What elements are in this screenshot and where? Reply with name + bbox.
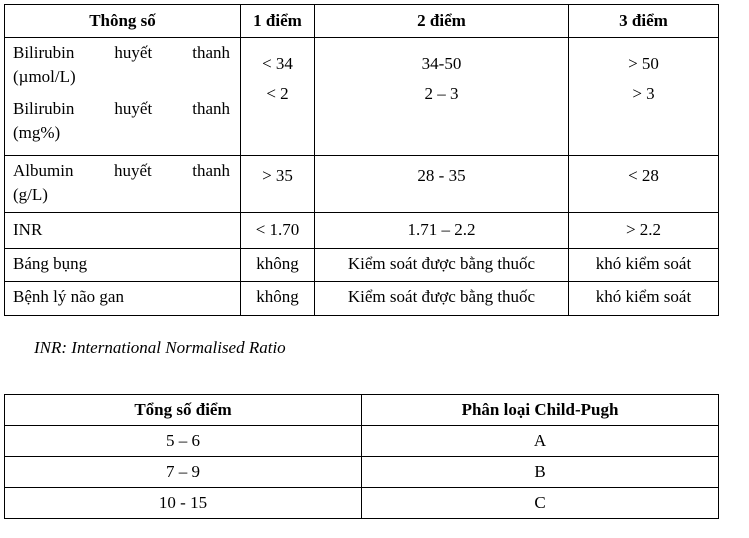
table-row-bilirubin: [5, 38, 719, 156]
child-pugh-class-table: [4, 394, 719, 519]
header-2-points: 2 điểm: [315, 5, 569, 38]
header-1-point: 1 điểm: [241, 5, 315, 38]
cell-encephalopathy-3-points: khó kiểm soát: [569, 282, 719, 316]
table-row-encephalopathy: [5, 282, 719, 316]
cell-child-pugh-class: C: [362, 488, 719, 519]
cell-albumin-3-points: < 28: [569, 156, 719, 213]
cell-inr-3-points: > 2.2: [569, 213, 719, 249]
value-bilirubin-umol-1: < 34: [262, 54, 293, 73]
cell-total-points: 7 – 9: [5, 457, 362, 488]
child-pugh-score-table: [4, 4, 719, 316]
cell-child-pugh-class: B: [362, 457, 719, 488]
header-parameter: Thông số: [5, 5, 241, 38]
cell-bilirubin-3-points: [569, 38, 719, 156]
label-unit-albumin: (g/L): [13, 185, 48, 204]
cell-total-points: 5 – 6: [5, 426, 362, 457]
table-row: [5, 488, 719, 519]
table-row: [5, 457, 719, 488]
label-albumin: Albumin huyết thanh: [13, 161, 231, 180]
score-table-header-row: [5, 5, 719, 38]
label-unit-mg: (mg%): [13, 123, 61, 142]
cell-child-pugh-class: A: [362, 426, 719, 457]
class-table-header-row: [5, 395, 719, 426]
value-bilirubin-umol-3: > 50: [628, 54, 659, 73]
table-row-inr: [5, 213, 719, 249]
header-child-pugh-class: Phân loại Child-Pugh: [362, 395, 719, 426]
cell-albumin-2-points: 28 - 35: [315, 156, 569, 213]
value-bilirubin-mg-3: > 3: [632, 84, 655, 103]
cell-inr-1-point: < 1.70: [241, 213, 315, 249]
cell-encephalopathy-label: Bệnh lý não gan: [5, 282, 241, 316]
cell-total-points: 10 - 15: [5, 488, 362, 519]
table-row-albumin: [5, 156, 719, 213]
header-total-points: Tổng số điểm: [5, 395, 362, 426]
table-row-ascites: [5, 249, 719, 282]
cell-bilirubin-label: [5, 38, 241, 156]
label-bilirubin-umol: Bilirubin huyết thanh: [13, 43, 230, 62]
cell-bilirubin-2-points: [315, 38, 569, 156]
value-bilirubin-mg-2: 2 – 3: [424, 84, 459, 103]
cell-encephalopathy-1-point: không: [241, 282, 315, 316]
inr-footnote: INR: International Normalised Ratio: [34, 338, 286, 357]
cell-ascites-2-points: Kiểm soát được bằng thuốc: [315, 249, 569, 282]
cell-albumin-label: [5, 156, 241, 213]
cell-bilirubin-1-point: [241, 38, 315, 156]
label-bilirubin-mg: Bilirubin huyết thanh: [13, 99, 230, 118]
cell-ascites-3-points: khó kiểm soát: [569, 249, 719, 282]
cell-ascites-label: Báng bụng: [5, 249, 241, 282]
header-3-points: 3 điểm: [569, 5, 719, 38]
cell-ascites-1-point: không: [241, 249, 315, 282]
cell-albumin-1-point: > 35: [241, 156, 315, 213]
value-bilirubin-mg-1: < 2: [266, 84, 289, 103]
cell-inr-2-points: 1.71 – 2.2: [315, 213, 569, 249]
label-unit-umol: (µmol/L): [13, 67, 76, 86]
table-row: [5, 426, 719, 457]
value-bilirubin-umol-2: 34-50: [421, 54, 462, 73]
cell-encephalopathy-2-points: Kiểm soát được bằng thuốc: [315, 282, 569, 316]
cell-inr-label: INR: [5, 213, 241, 249]
